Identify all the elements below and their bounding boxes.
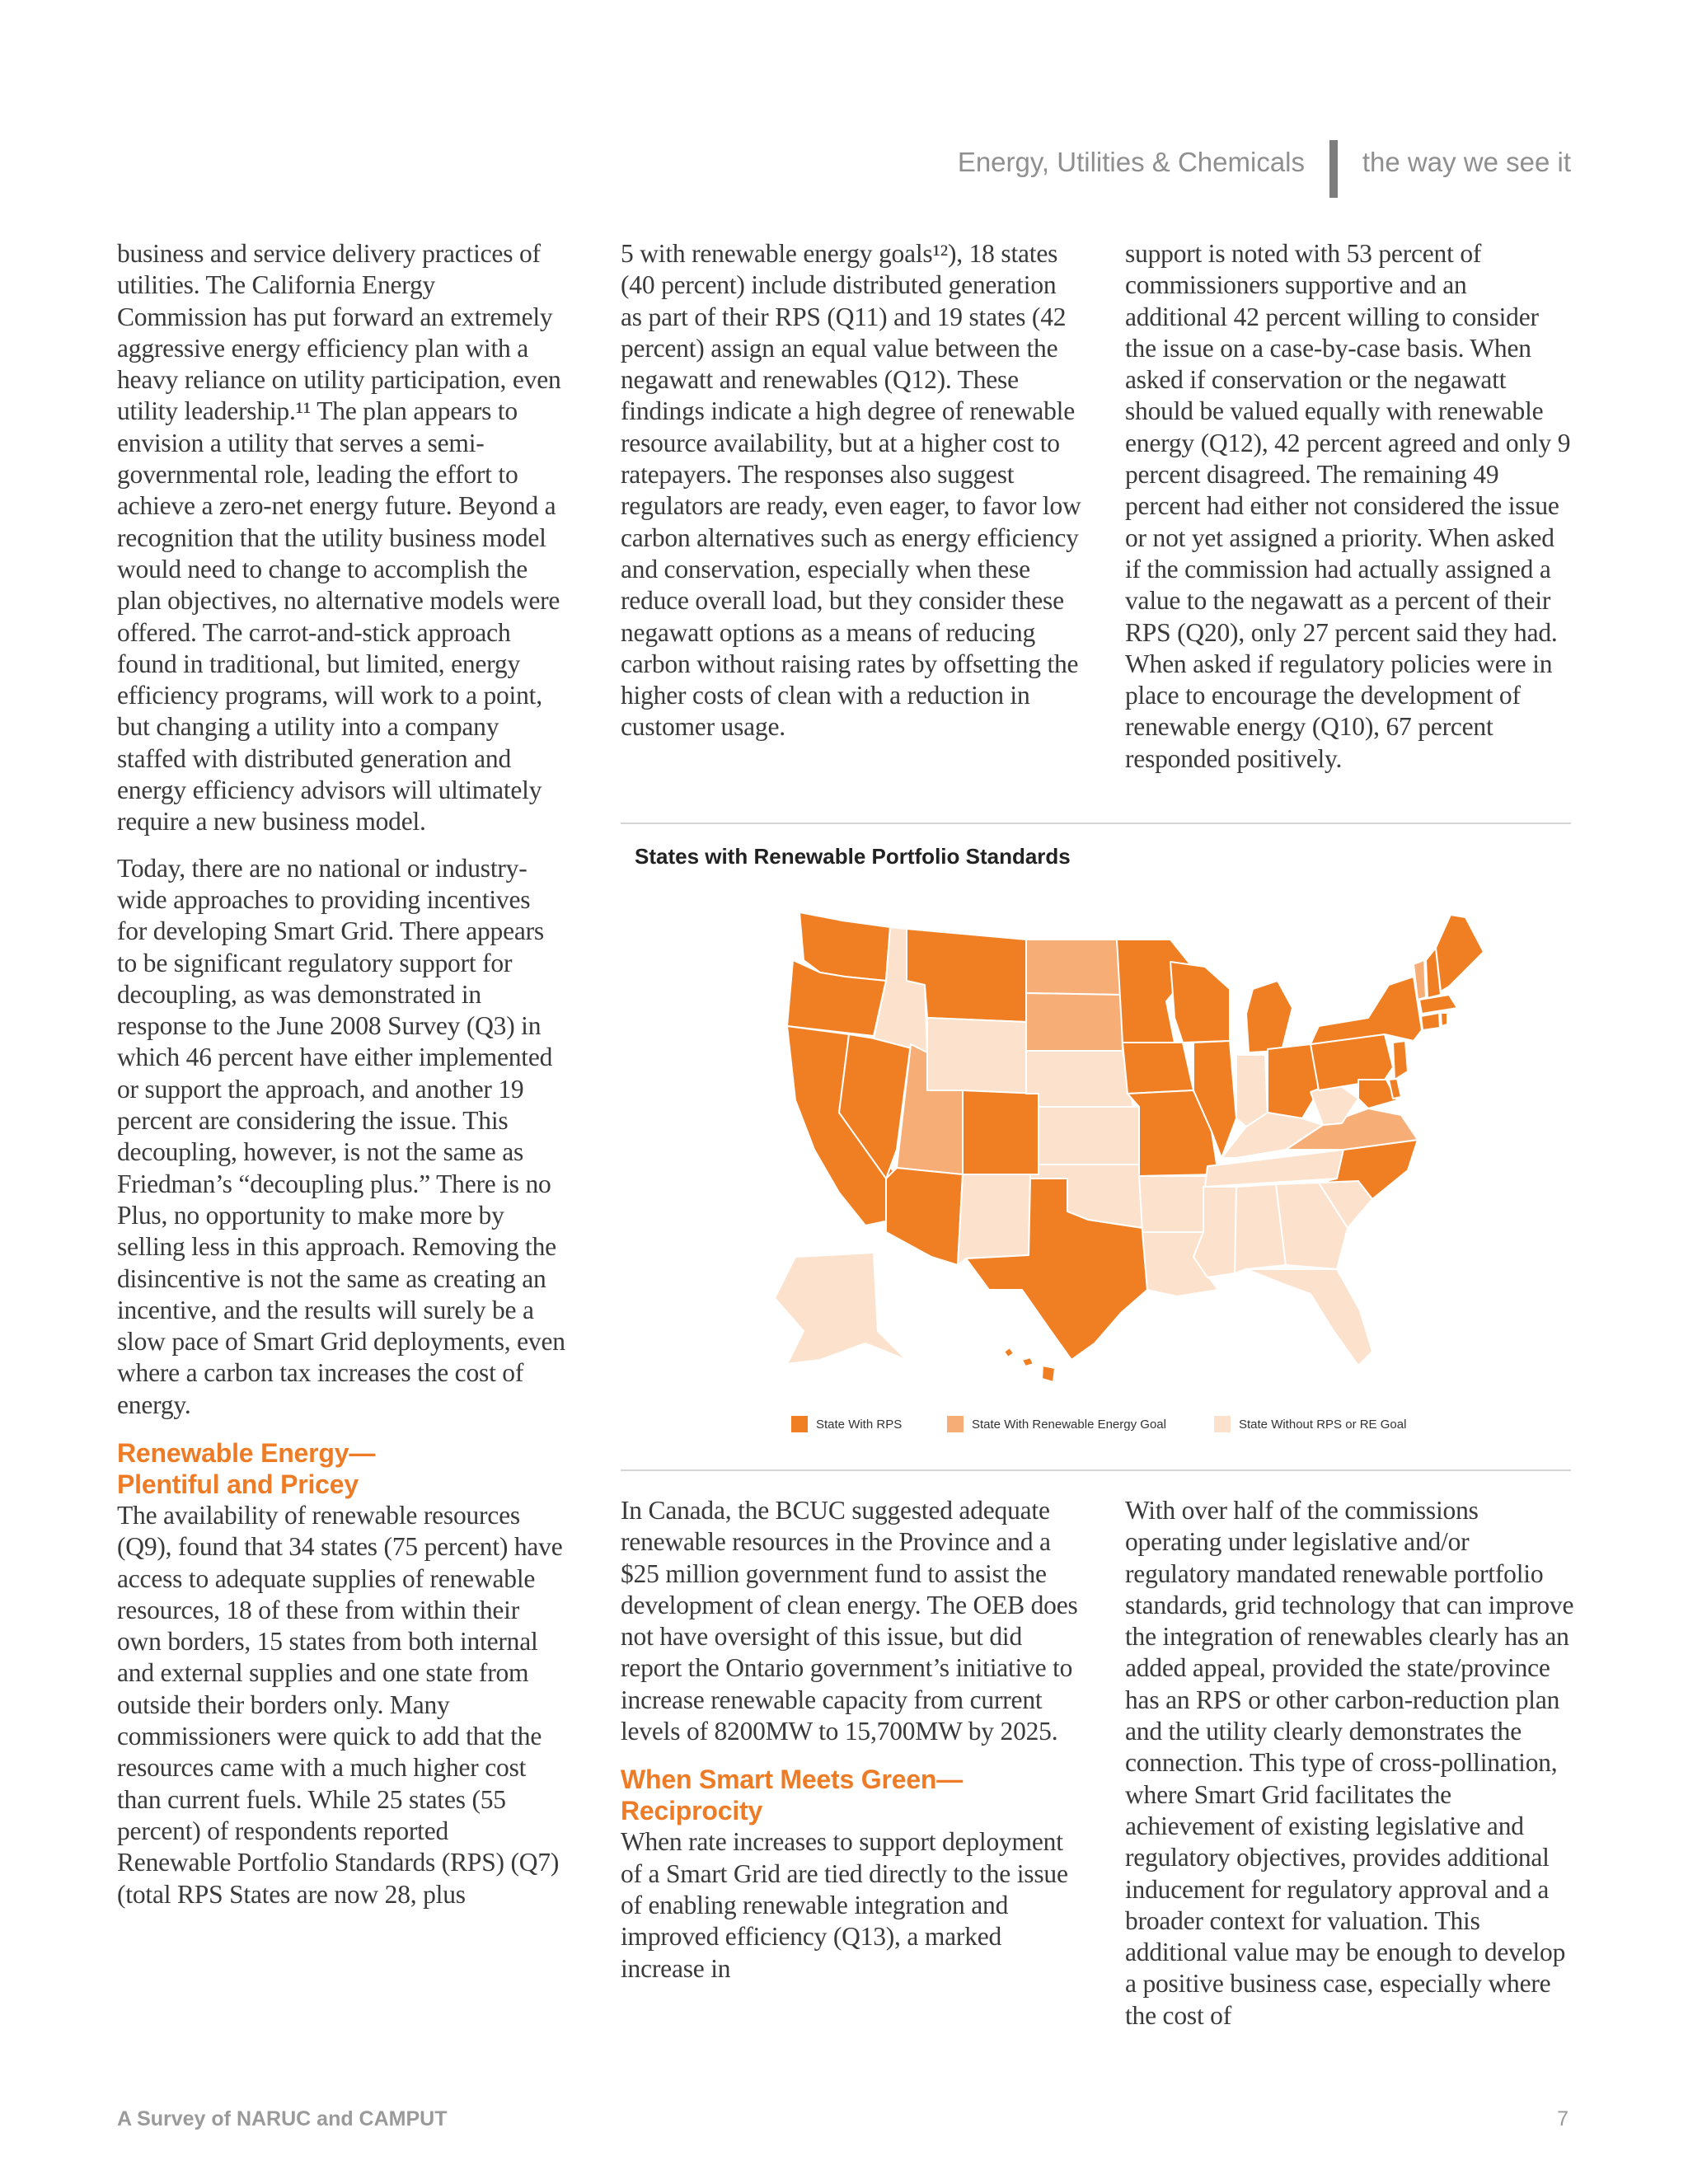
footer-publication: A Survey of NARUC and CAMPUT bbox=[117, 2107, 448, 2130]
state-michigan bbox=[1246, 981, 1292, 1052]
paragraph: When rate increases to support deployment of a Smart Grid are tied directly to the issue of enabling renewable integration and improved efficiency (Q13), a marked increase in bbox=[621, 1827, 1068, 1983]
legend-label: State With RPS bbox=[816, 1417, 903, 1432]
paragraph: With over half of the commissions operating under legislative and/or regulatory mandated renewable portfolio standards, grid technology that can improve the integration of renewables clearly has an added appeal, provided the state/province has an RPS or other carbon-reduction plan and the utility clearly demonstrates the connection. This type of cross-pollination, where Smart Grid facilitates the achievement of existing legislative and regulatory objectives, provides additional inducement for regulatory approval and a broader context for valuation. This additional value may be enough to develop a positive business case, especially where the cost of bbox=[1125, 1496, 1574, 2030]
header-section: Energy, Utilities & Chemicals bbox=[957, 147, 1305, 177]
state-colorado bbox=[963, 1090, 1039, 1174]
column-middle-top bbox=[621, 238, 1082, 743]
column-middle-bottom bbox=[621, 1495, 1082, 1985]
state-connecticut bbox=[1421, 1013, 1440, 1030]
state-new-mexico bbox=[958, 1174, 1030, 1265]
state-north-dakota bbox=[1026, 940, 1121, 995]
paragraph: Today, there are no national or industry-wide approaches to providing incentives for developing Smart Grid. There appears to be significant regulatory support for decoupling, as was demonstrated in response to the June 2008 Survey (Q3) in which 46 percent have either implemented or support the approach, and another 19 percent are considering the issue. This decoupling, however, is not the same as Friedman’s “decoupling plus.” There is no Plus, no opportunity to make more by selling less in this approach. Removing the disincentive is not the same as creating an incentive, and the results will surely be a slow pace of Smart Grid deployments, even where a carbon tax increases the cost of energy. bbox=[117, 853, 565, 1419]
state-alaska bbox=[775, 1253, 907, 1364]
state-new-jersey bbox=[1393, 1041, 1408, 1080]
figure-bottom-rule bbox=[621, 1469, 1571, 1471]
legend-swatch bbox=[791, 1416, 808, 1432]
state-hawaii-big-island bbox=[1042, 1366, 1055, 1382]
subheading-line: When Smart Meets Green— bbox=[621, 1765, 964, 1795]
legend-label: State Without RPS or RE Goal bbox=[1239, 1417, 1407, 1432]
paragraph: In Canada, the BCUC suggested adequate renewable resources in the Province and a $25 million government fund to assist the development of clean energy. The OEB does not have oversight of this issue, but did report the Ontario government’s initiative to increase renewable capacity from current levels of 8200MW to 15,700MW by 2025. bbox=[621, 1496, 1078, 1746]
state-arkansas bbox=[1139, 1176, 1207, 1232]
state-florida bbox=[1246, 1269, 1372, 1366]
page-number: 7 bbox=[1557, 2107, 1568, 2130]
state-hawaii-maui bbox=[1022, 1357, 1034, 1366]
header-tagline: the way we see it bbox=[1362, 147, 1571, 177]
state-arizona bbox=[886, 1168, 963, 1265]
state-wyoming bbox=[927, 1018, 1026, 1094]
paragraph: business and service delivery practices of utilities. The California Energy Commission has put forward an extremely aggressive energy efficiency plan with a heavy reliance on utility participation, even utility leadership.¹¹ The plan appears to envision a utility that serves a semi-governmental role, leading the effort to achieve a zero-net energy future. Beyond a recognition that the utility business model would need to change to accomplish the plan objectives, no alternative models were offered. The carrot-and-stick approach found in traditional, but limited, energy efficiency programs, will work to a point, but changing a utility into a company staffed with distributed generation and energy efficiency advisors will ultimately require a new business model. bbox=[117, 239, 561, 837]
figure-top-rule bbox=[621, 823, 1571, 824]
legend-swatch bbox=[1214, 1416, 1231, 1432]
figure-title: States with Renewable Portfolio Standards bbox=[635, 844, 1071, 869]
paragraph: support is noted with 53 percent of commissioners supportive and an additional 42 percent willing to consider the issue on a case-by-case basis. When asked if conservation or the negawatt should be valued equally with renewable energy (Q12), 42 percent agreed and only 9 percent disagreed. The remaining 49 percent had either not considered the issue or not yet assigned a priority. When asked if the commission had actually assigned a value to the negawatt as a percent of their RPS (Q20), only 27 percent said they had. When asked if regulatory policies were in place to encourage the development of renewable energy (Q10), 67 percent responded positively. bbox=[1125, 239, 1571, 773]
subheading bbox=[621, 1764, 1082, 1826]
paragraph: The availability of renewable resources (Q9), found that 34 states (75 percent) have access to adequate supplies of renewable resources, 18 of these from within their own borders, 15 states from both internal and external supplies and one state from outside their borders only. Many commissioners were quick to add that the resources came with a much higher cost than current fuels. While 25 states (55 percent) of respondents reported Renewable Portfolio Standards (RPS) (Q7) (total RPS States are now 28, plus bbox=[117, 1500, 563, 1909]
legend-item-goal bbox=[947, 1416, 1166, 1432]
subheading-line: Plentiful and Pricey bbox=[117, 1469, 359, 1499]
paragraph: 5 with renewable energy goals¹²), 18 states (40 percent) include distributed generation as part of their RPS (Q11) and 19 states (42 percent) assign an equal value between the negawatt and renewables (Q12). These findings indicate a high degree of renewable resource availability, but at a higher cost to ratepayers. The responses also suggest regulators are ready, even eager, to favor low carbon alternatives such as energy efficiency and conservation, especially when these reduce overall load, but they consider these negawatt options as a means of reducing carbon without raising rates by offsetting the higher costs of clean with a reduction in customer usage. bbox=[621, 239, 1081, 742]
state-iowa bbox=[1123, 1043, 1193, 1094]
state-south-dakota bbox=[1026, 993, 1123, 1051]
state-hawaii bbox=[1004, 1347, 1014, 1357]
legend-label: State With Renewable Energy Goal bbox=[972, 1417, 1166, 1432]
subheading-line: Renewable Energy— bbox=[117, 1437, 376, 1468]
legend-item-none bbox=[1214, 1416, 1406, 1432]
legend-swatch bbox=[947, 1416, 964, 1432]
state-nebraska bbox=[1026, 1051, 1133, 1107]
column-left bbox=[117, 238, 566, 1910]
state-rhode-island bbox=[1441, 1013, 1447, 1026]
legend-item-rps bbox=[791, 1416, 902, 1432]
state-maine bbox=[1436, 915, 1484, 991]
column-right-top bbox=[1125, 238, 1574, 775]
column-right-bottom bbox=[1125, 1495, 1574, 2032]
subheading-line: Reciprocity bbox=[621, 1796, 763, 1826]
state-wisconsin bbox=[1170, 962, 1230, 1043]
header-divider bbox=[1329, 140, 1338, 198]
us-rps-map bbox=[742, 902, 1484, 1385]
state-kansas bbox=[1039, 1107, 1139, 1165]
subheading bbox=[117, 1437, 566, 1500]
state-new-york bbox=[1311, 977, 1422, 1044]
